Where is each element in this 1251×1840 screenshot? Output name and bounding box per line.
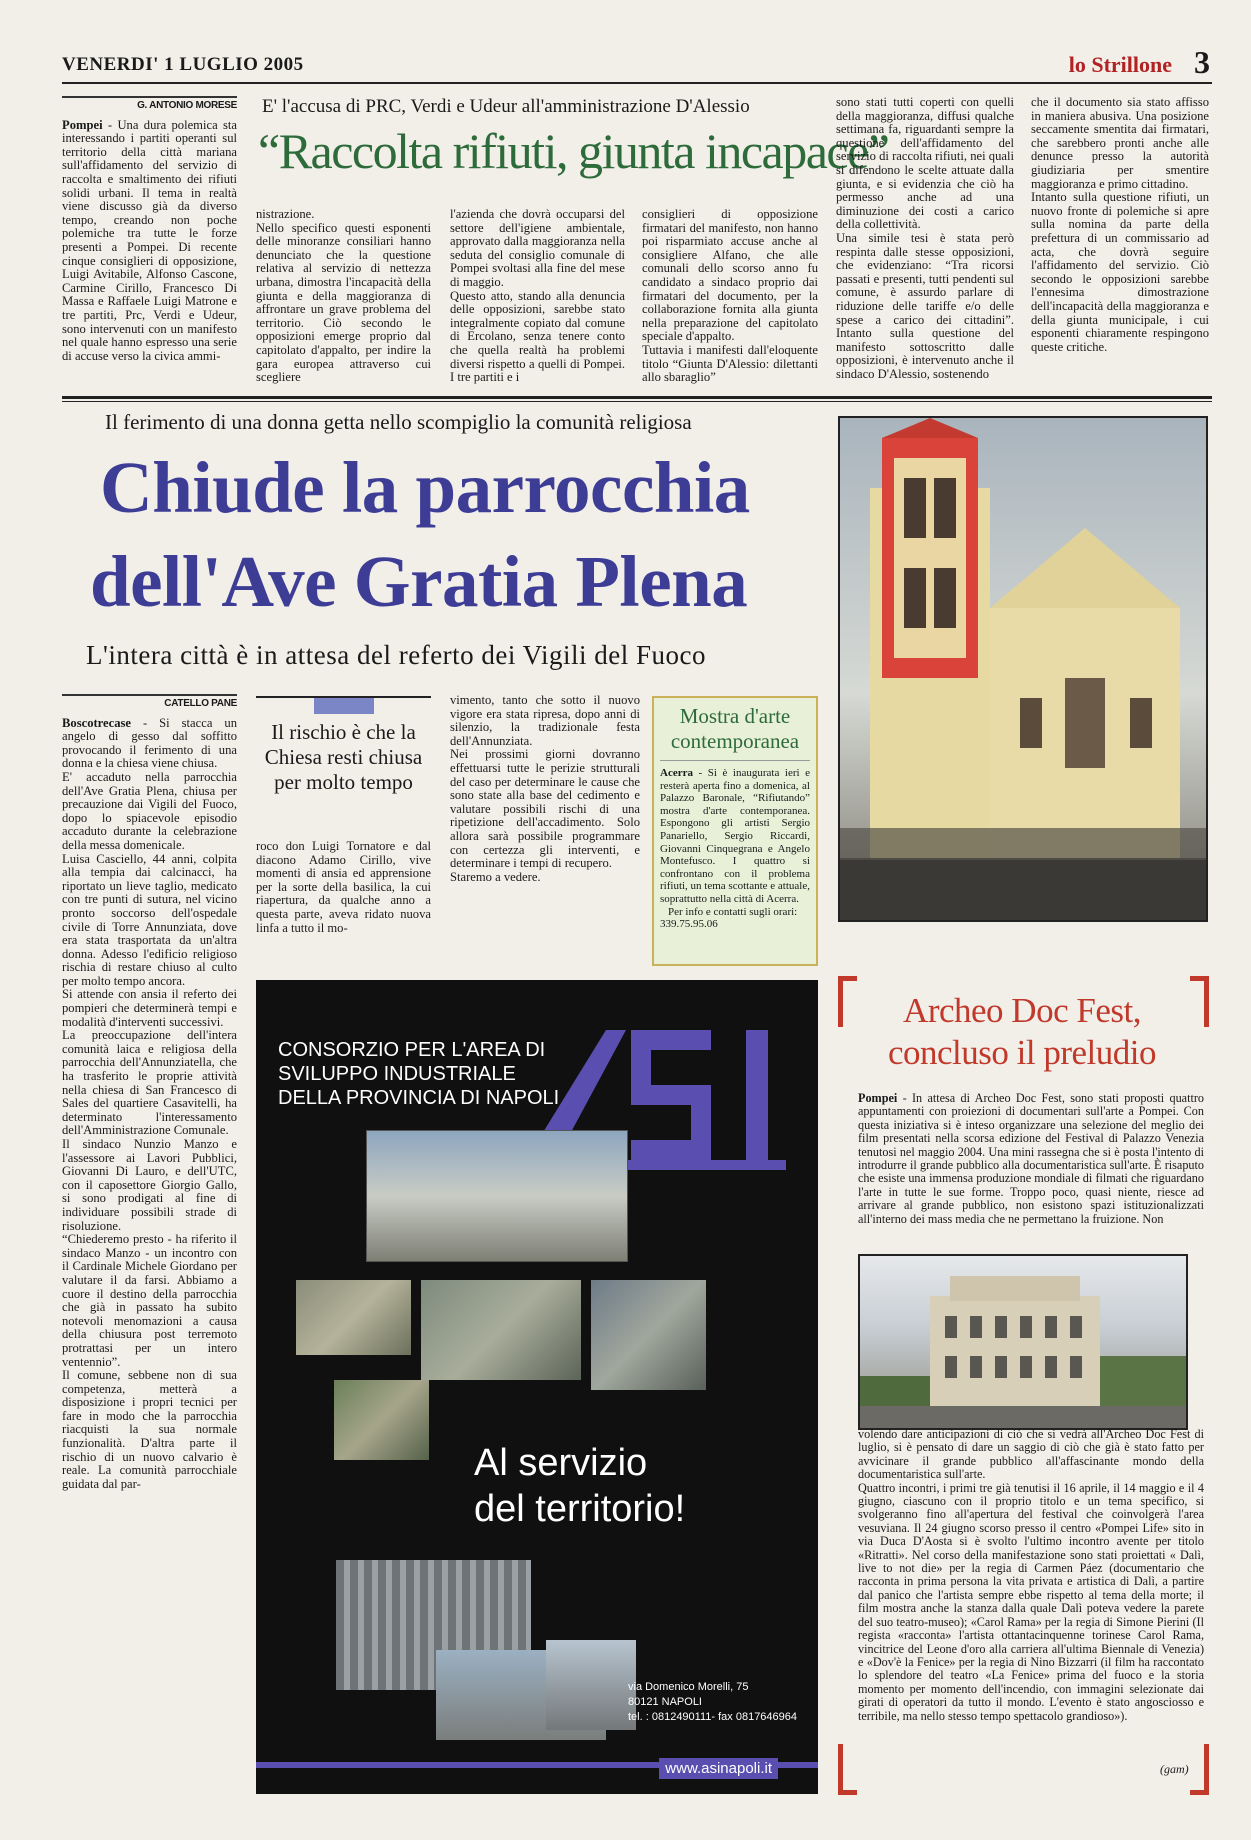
advert-photo-aerial2	[421, 1280, 581, 1380]
advert-address	[628, 1680, 797, 1725]
advert-address-line2: 80121 NAPOLI	[628, 1696, 702, 1708]
advert-logo-text	[256, 980, 258, 981]
article3-headline-line1: Archeo Doc Fest,	[903, 991, 1141, 1030]
advert-photo-aerial1	[296, 1280, 411, 1355]
advert-slogan-line1: Al servizio	[474, 1442, 648, 1484]
mostra-title: Mostra d'arte contemporanea	[660, 704, 810, 761]
mostra-sidebar	[652, 696, 818, 966]
advert-org-line2: SVILUPPO INDUSTRIALE	[278, 1063, 516, 1085]
article2-kicker: Il ferimento di una donna getta nello scompiglio la comunità religiosa	[105, 410, 692, 434]
advert-photo-toll	[546, 1640, 636, 1730]
section-rule	[62, 396, 1212, 399]
advert-org-line3: DELLA PROVINCIA DI NAPOLI	[278, 1087, 560, 1109]
article3-bracket-bottom-left	[838, 1744, 857, 1795]
article3-dateline: Pompei	[858, 1091, 898, 1105]
pullquote-box	[256, 696, 431, 795]
advert-photo-aerial3	[591, 1280, 706, 1390]
church-photo	[838, 416, 1208, 922]
issue-date: VENERDI' 1 LUGLIO 2005	[62, 54, 304, 75]
page-header	[62, 44, 1210, 80]
paper-name: lo Strillone	[1068, 52, 1172, 77]
mostra-info: Per info e contatti sugli orari: 339.75.95.06	[660, 905, 798, 931]
article2-col2: roco don Luigi Tornatore e dal diacono Adamo Cirillo, vive momenti di ansia ed apprensione per la sorte della basilica, la cui riapertura, da qualche anno a questa parte, aveva ridato nuova linfa a tutto il mo-	[256, 839, 431, 935]
article1-col4: consiglieri di opposizione firmatari del manifesto, non hanno poi risparmiato accuse anche al consigliere Alfano, che alle comunali dello scorso anno fu candidato a sindaco proprio dai firmatari del documento, per la collaborazione fornita alla giunta nella preparazione del capitolato speciale d'appalto. Tuttavia i manifesti dall'eloquente titolo “Giunta D'Alessio: dilettanti allo sbaraglio”	[642, 207, 818, 385]
advert-phone: tel. : 0812490111- fax 0817646964	[628, 1711, 798, 1723]
pullquote-text: Il rischio è che la Chiesa resti chiusa per molto tempo	[264, 720, 423, 794]
article1-lead: - Una dura polemica sta interessando i partiti operanti sul territorio della città mariana sull'affidamento del servizio di raccolta e smaltimento dei rifiuti solidi urbani. Il tema in realtà viene discusso già da diverso tempo, creando non poche polemiche tra tutte le forze presenti a Pompei. Di recente cinque consiglieri di opposizione, Luigi Avitabile, Alfonso Cascone, Carmine Cirillo, Francesco Di Massa e Raffaele Luigi Matrone e tre partiti, Prc, Verdi e Udeur, sono intervenuti con un manifesto nel quale hanno espresso una serie di accuse verso la civica ammi-	[62, 117, 237, 363]
church-illustration	[840, 418, 1206, 920]
article3-body: volendo dare anticipazioni di ciò che si vedrà all'Archeo Doc Fest di luglio, si è pensato di dare un saggio di ciò che già è stato fatto per avvicinare il grande pubblico all'affascinante mondo della documentaristica sull'arte. Quattro incontri, i primi tre già tenutisi il 16 aprile, il 14 maggio e il 4 giugno, ciascuno con il proprio titolo e un tema specifico, si svolgeranno fino all'apertura del festival che coinvolgerà l'area vesuviana. Il 24 giugno scorso presso il centro «Pompei Life» sito in via Duca D'Aosta si è svolto l'ultimo incontro avente per titolo «Ritratti». Nel corso della manifestazione sono stati proiettati « Dalì, live to not die» per la regia di Carmen Páez (documentario che racconta in prima persona la vita privata e artistica di Dalì, a partire dal panico che l'artista sempre ebbe rispetto al tema della morte; il film mostra anche la stanza dalla quale Dalì poteva vedere la parete del suo teatro-museo); «Carol Rama» per la regia di Simone Pierini (Il regista «racconta» l'artista ottantacinquenne torinese Carol Rama, vincitrice del Leone d'oro alla carriera all'ultima Biennale di Venezia) e «Dov'è la Fenice» per la regia di Nino Bizzarri (il film ha raccontato lo splendore del teatro «La Fenice» prima del fuoco e la storia momento per momento dell'incendio, con immagini selezionate dai girati di operatori da tutto il mondo. L'evento è stato angosciosso e terribile, ma nello stesso tempo spettacolo grandioso»).	[858, 1427, 1204, 1723]
article2-lead: - Si stacca un angelo di gesso dal soffitto provocando il ferimento di una donna e la chiesa viene chiusa.	[62, 715, 237, 771]
article3-bracket-bottom-right	[1190, 1744, 1209, 1795]
article2-headline-line2: dell'Ave Gratia Plena	[90, 541, 748, 622]
article2-headline-line1: Chiude la parrocchia	[100, 447, 750, 528]
article1-col6: che il documento sia stato affisso in maniera abusiva. Una posizione seccamente smentita dai firmatari, che sarebbero pronti anche alle denunce presso la autorità giudiziaria per smentire maggioranza e primo cittadino. Intanto sulla questione rifiuti, un nuovo fronte di polemiche si apre sulla nomina da parte della prefettura di un commissario ad acta, che dovrà seguire l'affidamento del servizio. Ciò secondo le opposizioni sarebbe l'ennesima dimostrazione dell'incapacità della maggioranza e della giunta municipale, i cui esponenti chiaramente respingono queste critiche.	[1031, 95, 1209, 354]
article1-col5: sono stati tutti coperti con quelli della maggioranza, diffusi qualche settimana fa, riguardanti sempre la questione dell'affidamento del servizio di raccolta rifiuti, nei quali si difendono le scelte attuate dalla giunta, e si evidenzia che ciò ha permesso anche ad una diminuzione dei costi a carico della collettività. Una simile tesi è stata però respinta dalle stesse opposizioni, che evidenziano: “Tra ricorsi passati e presenti, tutti pendenti sul comune, è assurdo parlare di riduzione delle tariffe e/o delle spese a carico dei cittadini”. Intanto sulla questione del manifesto sottoscritto dalle opposizioni, è intervenuto anche il sindaco D'Alessio, sostenendo	[836, 95, 1014, 381]
article3-signature: (gam)	[1160, 1762, 1189, 1776]
article3-headline	[840, 990, 1204, 1074]
article2-byline: CATELLO PANE	[62, 694, 237, 711]
pullquote-bar	[314, 698, 374, 714]
advert-photo-building	[366, 1130, 628, 1262]
article2-col1	[62, 694, 237, 1491]
palazzo-illustration	[860, 1256, 1186, 1428]
advert-address-line1: via Domenico Morelli, 75	[628, 1681, 749, 1693]
header-rule	[62, 82, 1212, 84]
advert-slogan	[474, 1440, 685, 1532]
article2-col3: vimento, tanto che sotto il nuovo vigore era stata ripresa, dopo anni di silenzio, la tradizionale festa dell'Annunziata. Nei prossimi giorni dovranno effettuarsi tutte le perizie strutturali del caso per determinare le cause che sono state alla base del cedimento e valutare possibili rischi di una ripetizione dell'accadimento. Solo allora sarà possibile programmare con certezza gli interventi, e determinare i tempi di recupero. Staremo a vedere.	[450, 693, 640, 884]
asi-advert	[256, 980, 818, 1794]
article1-byline: G. ANTONIO MORESE	[62, 96, 237, 113]
article3-headline-line2: concluso il preludio	[887, 1033, 1156, 1072]
advert-slogan-line2: del territorio!	[474, 1488, 686, 1530]
section-rule-thin	[62, 401, 1212, 402]
palazzo-photo	[858, 1254, 1188, 1430]
article2-dateline: Boscotrecase	[62, 715, 132, 730]
article1-kicker: E' l'accusa di PRC, Verdi e Udeur all'amministrazione D'Alessio	[262, 96, 750, 117]
advert-website-link[interactable]: www.asinapoli.it	[659, 1758, 778, 1779]
article3-lead-block	[858, 1092, 1204, 1226]
advert-org-line1: CONSORZIO PER L'AREA DI	[278, 1039, 546, 1061]
mostra-body: - Si è inaugurata ieri e resterà aperta fino a domenica, al Palazzo Baronale, “Rifiutando” mostra d'arte contemporanea. Espongono gli artisti Sergio Panariello, Sergio Riccardi, Giovanni Cinquegrana e Angelo Montefusco. I quattro si confrontano con il problema rifiuti, un tema scottante e attuale, soprattutto nella città di Acerra.	[660, 767, 810, 905]
page-number: 3	[1194, 44, 1210, 80]
mostra-dateline: Acerra	[660, 767, 693, 779]
article1-col3: l'azienda che dovrà occuparsi del settore dell'igiene ambientale, approvato dalla maggioranza nella seduta del consiglio comunale di Pompei svoltasi alla fine del mese di maggio. Questo atto, stando alla denuncia delle opposizioni, sarebbe stato integralmente copiato dal comune di Ercolano, senza tenere conto che quella realtà ha problemi diversi rispetto a quelli di Pompei. I tre partiti e i	[450, 207, 625, 385]
article1-headline: “Raccolta rifiuti, giunta incapace”	[258, 123, 889, 179]
article2-subheadline: L'intera città è in attesa del referto dei Vigili del Fuoco	[86, 640, 707, 670]
article1-col1	[62, 96, 237, 363]
advert-photo-aerial4	[334, 1380, 429, 1460]
article1-col2: nistrazione. Nello specifico questi esponenti delle minoranze consiliari hanno denunciato che la questione relativa al servizio di nettezza urbana, dimostra l'incapacità della giunta e della maggioranza di affrontare un grave problema del territorio. Ciò secondo le opposizioni emerge proprio dal capitolato d'appalto, per indire la gara europea attraverso cui scegliere	[256, 207, 431, 385]
article2-col1-body: E' accaduto nella parrocchia dell'Ave Gratia Plena, chiusa per precauzione dai Vigili del Fuoco, dopo lo spiacevole episodio accaduto durante la celebrazione della messa domenicale. Luisa Casciello, 44 anni, colpita alla tempia dai calcinacci, ha riportato un lieve taglio, medicato con tre punti di sutura, nel vicino pronto soccorso dell'ospedale civile di Torre Annunziata, dove era stata trasportata da un'altra donna. Adesso l'edificio religioso rischia di restare chiuso al culto per molto tempo ancora. Si attende con ansia il referto dei pompieri che determinerà tempi e modalità d'interventi successivi. La preoccupazione dell'intera comunità laica e religiosa della parrocchia dell'Annunziatella, che ha trasferito le proprie attività nella chiesa di San Francesco di Sales del quartiere Casavitelli, ha determinato l'interessamento dell'Amministrazione Comunale. Il sindaco Nunzio Manzo e l'assessore ai Lavori Pubblici, Giovanni Di Lauro, e dell'UTC, con il caposettore Giorgio Gallo, si sono prodigati al fine di individuare possibili strade di risoluzione. “Chiederemo presto - ha riferito il sindaco Manzo - un incontro con il Cardinale Michele Giordano per valutare il da farsi. Abbiamo a cuore il destino della parrocchia che già in passato ha subito notevoli menomazioni a causa della chiusura post terremoto protrattasi per un intero ventennio”. Il comune, sebbene non di sua competenza, metterà a disposizione i propri tecnici per fare in modo che la parrocchia riacquisti la sua normale funzionalità. D'altra parte il rischio di un nuovo calvario è reale. La comunità parrocchiale guidata dal par-	[62, 769, 237, 1491]
article1-dateline: Pompei	[62, 117, 103, 132]
article3-lead: - In attesa di Archeo Doc Fest, sono stati proposti quattro appuntamenti con proiezioni di documentari sull'arte a Pompei. Con questa iniziativa si è inteso organizzare una selezione del meglio dei film presentati nella scorsa edizione del Festival di Palazzo Venezia tenutosi nel maggio 2004. Una mini rassegna che si è posta l'intento di introdurre il grande pubblico alla documentaristica sull'arte. È risaputo che esiste una immensa produzione mondiale di filmati che riguardano l'arte in tutte le sue forme. Troppo poco, quasi niente, riesce ad arrivare al grande pubblico, non esistono spazi istituzionalizzati all'interno dei mass media che ne permettano la fruizione. Non	[858, 1091, 1204, 1226]
